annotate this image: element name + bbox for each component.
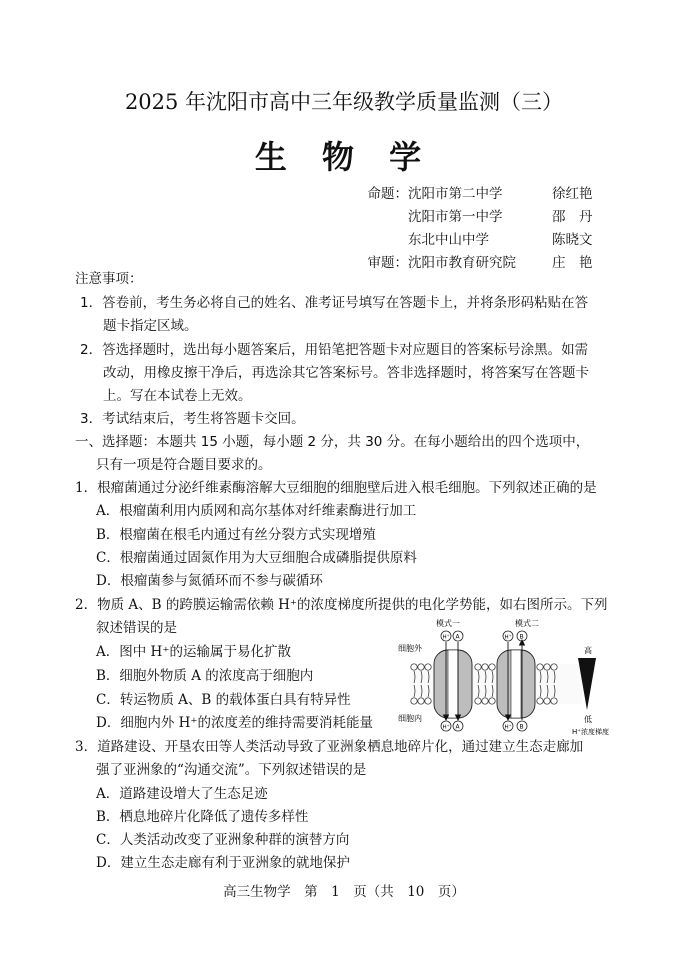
gradient-caption: H⁺浓度梯度 <box>572 728 609 736</box>
question-option: C．人类活动改变了亚洲象种群的演替方向 <box>96 832 350 848</box>
credit-person: 邵 丹 <box>552 209 593 225</box>
svg-text:A: A <box>455 723 460 731</box>
gradient-low-label: 低 <box>584 715 592 724</box>
question-stem-cont: 强了亚洲象的“沟通交流”。下列叙述错误的是 <box>96 762 367 778</box>
question-option: D．根瘤菌参与氮循环而不参与碳循环 <box>96 573 323 589</box>
question-option: B．细胞外物质 A 的浓度高于细胞内 <box>96 668 314 684</box>
carrier-protein-1 <box>434 650 472 718</box>
svg-text:H⁺: H⁺ <box>442 634 450 641</box>
h-ion-icon <box>503 721 513 731</box>
inside-label: 细胞内 <box>398 714 422 723</box>
question-option: C．转运物质 A、B 的载体蛋白具有特异性 <box>96 692 351 708</box>
question-stem-cont: 叙述错误的是 <box>96 620 177 636</box>
question-stem: 1．根瘤菌通过分泌纤维素酶溶解大豆细胞的细胞壁后进入根毛细胞。下列叙述正确的是 <box>75 480 597 496</box>
credit-school: 东北中山中学 <box>408 232 489 248</box>
notice-line: 3．考试结束后，考生将答题卡交回。 <box>80 411 305 427</box>
svg-text:H⁺: H⁺ <box>504 724 512 731</box>
question-option: C．根瘤菌通过固氮作用为大豆细胞合成磷脂提供原料 <box>96 550 417 566</box>
substance-a-icon <box>453 721 463 731</box>
notice-line: 上。写在本试卷上无效。 <box>103 388 252 404</box>
notice-line: 题卡指定区域。 <box>103 318 198 334</box>
h-ion-icon <box>503 631 513 641</box>
credit-label: 审题： <box>367 255 408 271</box>
credit-row <box>362 251 642 271</box>
svg-text:H⁺: H⁺ <box>442 724 450 731</box>
credit-person: 徐红艳 <box>552 186 593 202</box>
notice-line: 1．答卷前，考生务必将自己的姓名、准考证号填写在答题卡上，并将条形码粘贴在答 <box>80 295 589 311</box>
question-stem: 3．道路建设、开垦农田等人类活动导致了亚洲象栖息地碎片化，通过建立生态走廊加 <box>75 739 584 755</box>
credit-person: 庄 艳 <box>552 255 593 271</box>
h-ion-icon <box>441 631 451 641</box>
substance-a-icon <box>453 631 463 641</box>
credit-person: 陈晓文 <box>552 232 593 248</box>
credit-school: 沈阳市第一中学 <box>408 209 503 225</box>
subject-title: 生 物 学 <box>254 138 434 176</box>
credit-label: 命题： <box>367 186 408 202</box>
carrier-protein-2 <box>497 650 535 718</box>
mode1-label: 模式一 <box>436 619 460 628</box>
h-ion-icon <box>441 721 451 731</box>
substance-b-icon <box>517 721 527 731</box>
question-option: D．建立生态走廊有利于亚洲象的就地保护 <box>96 855 350 871</box>
notice-line: 2．答选择题时，选出每小题答案后，用铅笔把答题卡对应题目的答案标号涂黑。如需 <box>80 342 589 358</box>
svg-text:H⁺: H⁺ <box>504 634 512 641</box>
outside-label: 细胞外 <box>398 644 422 653</box>
svg-text:A: A <box>455 633 460 641</box>
question-option: A．根瘤菌利用内质网和高尔基体对纤维素酶进行加工 <box>96 503 417 519</box>
credit-school: 沈阳市第二中学 <box>408 186 503 202</box>
page-footer: 高三生物学 第 1 页（共 10 页） <box>223 884 465 900</box>
svg-text:B: B <box>519 723 524 731</box>
membrane-transport-figure <box>396 614 612 738</box>
mode2-label: 模式二 <box>515 619 539 628</box>
question-option: B．根瘤菌在根毛内通过有丝分裂方式实现增殖 <box>96 527 376 543</box>
notice-line: 改动，用橡皮擦干净后，再选涂其它答案标号。答非选择题时，将答案写在答题卡 <box>103 365 589 381</box>
question-option: D．细胞内外 H⁺的浓度差的维持需要消耗能量 <box>96 715 374 731</box>
exam-title: 2025 年沈阳市高中三年级教学质量监测（三） <box>124 90 564 114</box>
question-option: A．图中 H⁺的运输属于易化扩散 <box>96 644 291 660</box>
gradient-high-label: 高 <box>584 646 592 655</box>
notice-heading: 注意事项： <box>75 271 143 287</box>
section-header-cont: 只有一项是符合题目要求的。 <box>96 457 272 473</box>
credit-school: 沈阳市教育研究院 <box>408 255 516 271</box>
credit-row <box>362 182 642 202</box>
credit-row <box>362 228 642 248</box>
question-stem: 2．物质 A、B 的跨膜运输需依赖 H⁺的浓度梯度所提供的电化学势能，如右图所示。下列 <box>75 597 608 613</box>
svg-text:B: B <box>519 633 524 641</box>
section-header: 一、选择题：本题共 15 小题，每小题 2 分，共 30 分。在每小题给出的四个选项中， <box>75 434 590 450</box>
question-option: B．栖息地碎片化降低了遗传多样性 <box>96 809 309 825</box>
credit-row <box>362 205 642 225</box>
question-option: A．道路建设增大了生态足迹 <box>96 786 268 802</box>
